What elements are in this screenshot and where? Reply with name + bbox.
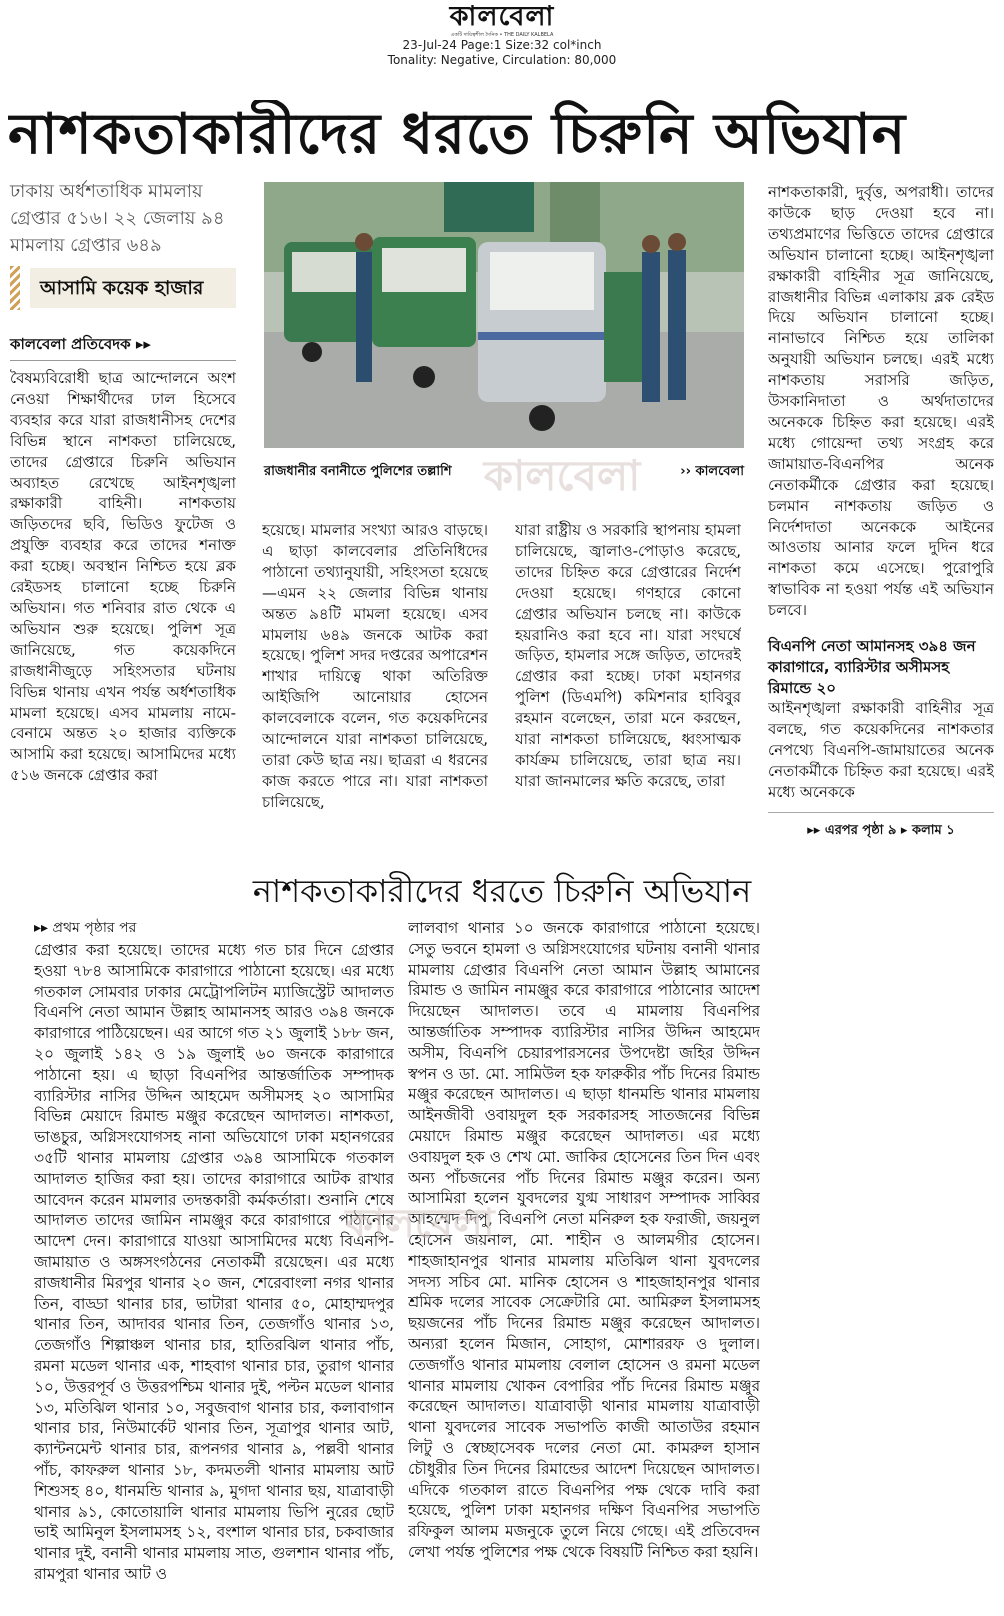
reporter-byline: কালবেলা প্রতিবেদক ▸▸ [10, 335, 151, 353]
newspaper-logo: কালবেলা [449, 1, 555, 32]
continued-kicker: ▸▸ প্রথম পৃষ্ঠার পর [34, 920, 137, 936]
photo-caption: রাজধানীর বনানীতে পুলিশের তল্লাশি [264, 464, 452, 479]
kicker-text: আসামি কয়েক হাজার [30, 268, 236, 308]
kicker-block [10, 266, 236, 310]
article-column-4: নাশকতাকারী, দুর্বৃত্ত, অপরাধী। তাদের কাউকে ছাড় দেওয়া হবে না। তথ্যপ্রমাণের ভিত্তিতে তাদের গ্রেপ্তারে অভিযান চালানো হচ্ছে। আইনশৃঙ্খলা রক্ষাকারী বাহিনীর সূত্র জানিয়েছে, রাজধানীর বিভিন্ন এলাকায় ব্লক রেইড দিয়ে অভিযান চালানো হচ্ছে। নানাভাবে নিশ্চিত হয়ে তালিকা অনুযায়ী অভিযান চলছে। এরই মধ্যে নাশকতায় সরাসরি জড়িত, উসকানিদাতা ও অর্থদাতাদের অনেককে চিহ্নিত করা হয়েছে। এরই মধ্যে গোয়েন্দা তথ্য সংগ্রহ করে জামায়াত-বিএনপির অনেক নেতাকর্মীকে গ্রেপ্তার করা হয়েছে। চলমান নাশকতায় জড়িত ও নির্দেশদাতা অনেককে আইনের আওতায় আনার ফলে দুদিন ধরে নাশকতা কমে এসেছে। পুরোপুরি স্বাভাবিক না হওয়া পর্যন্ত এই অভিযান চলবে। [768, 183, 994, 620]
continued-headline: নাশকতাকারীদের ধরতে চিরুনি অভিযান [252, 872, 752, 910]
watermark-logo: কালবেলা [483, 451, 641, 500]
article-deck: ঢাকায় অর্ধশতাধিক মামলায় গ্রেপ্তার ৫১৬। ২২ জেলায় ৯৪ মামলায় গ্রেপ্তার ৬৪৯ [10, 181, 225, 256]
article-column-4-continued: আইনশৃঙ্খলা রক্ষাকারী বাহিনীর সূত্র বলছে, গত কয়েকদিনের নাশকতার নেপথ্যে বিএনপি-জামায়াতের অনেক নেতাকর্মীকে চিহ্নিত করা হয়েছে। এরই মধ্যে অনেককে [768, 699, 994, 801]
byline-divider [10, 360, 236, 361]
clipping-meta-line-1: 23-Jul-24 Page:1 Size:32 col*inch [402, 38, 602, 52]
article-column-2: হয়েছে। মামলার সংখ্যা আরও বাড়ছে। এ ছাড়া কালবেলার প্রতিনিধিদের পাঠানো তথ্যানুযায়ী, সহিংসতা হয়েছে—এমন ২২ জেলার বিভিন্ন থানায় অন্তত ৯৪টি মামলা হয়েছে। এসব মামলায় ৬৪৯ জনকে আটক করা হয়েছে। পুলিশ সদর দপ্তরের অপারেশন শাখার দায়িত্বে থাকা অতিরিক্ত আইজিপি আনোয়ার হোসেন কালবেলাকে বলেন, গত কয়েকদিনের আন্দোলনে যারা নাশকতা চালিয়েছে, তারা কেউ ছাত্র নয়। ছাত্ররা এ ধরনের কাজ করতে পারে না। যারা নাশকতা চালিয়েছে, [262, 521, 488, 811]
newspaper-tagline: একটি দায়িত্বশীল দৈনিক • THE DAILY KALBELA [450, 32, 554, 38]
article-column-3: যারা রাষ্ট্রীয় ও সরকারি স্থাপনায় হামলা চালিয়েছে, জ্বালাও-পোড়াও করেছে, তাদের চিহ্নিত করে গ্রেপ্তারের নির্দেশ দেওয়া হয়েছে। গণহারে কোনো গ্রেপ্তার অভিযান চলছে না। কাউকে হয়রানিও করা হবে না। যারা সংঘর্ষে জড়িত, হামলার সঙ্গে জড়িত, তাদেরই গ্রেপ্তার করা হচ্ছে। ঢাকা মহানগর পুলিশ (ডিএমপি) কমিশনার হাবিবুর রহমান বলেছেন, তারা মনে করছেন, যারা নাশকতা চালিয়েছে, ধ্বংসাত্মক কার্যক্রম চালিয়েছে, তারা ছাত্র নয়। যারা জানমালের ক্ষতি করেছে, তারা [515, 521, 741, 790]
article-headline: নাশকতাকারীদের ধরতে চিরুনি অভিযান [8, 102, 907, 167]
watermark-logo-2: কালবেলা [345, 1201, 495, 1247]
photo-credit: ›› কালবেলা [680, 464, 744, 479]
kicker-decoration [10, 266, 20, 310]
article-subheading: বিএনপি নেতা আমানসহ ৩৯৪ জন কারাগারে, ব্যারিস্টার অসীমসহ রিমান্ডে ২০ [768, 637, 976, 697]
continued-column-1: গ্রেপ্তার করা হয়েছে। তাদের মধ্যে গত চার দিনে গ্রেপ্তার হওয়া ৭৮৪ আসামিকে কারাগারে পাঠানো হয়েছে। এর মধ্যে গতকাল সোমবার ঢাকার মেট্রোপলিটন ম্যাজিস্ট্রেট আদালত বিএনপি নেতা আমান উল্লাহ আমানসহ আরও ৩৯৪ জনকে কারাগারে পাঠিয়েছেন। এর আগে গত ২১ জুলাই ১৮৮ জন, ২০ জুলাই ১৪২ ও ১৯ জুলাই ৬০ জনকে কারাগারে পাঠানো হয়। এ ছাড়া বিএনপির আন্তর্জাতিক সম্পাদক ব্যারিস্টার নাসির উদ্দিন আহমেদ অসীমসহ ২০ আসামির বিভিন্ন মেয়াদে রিমান্ড মঞ্জুর করেছেন আদালত। নাশকতা, ভাঙচুর, অগ্নিসংযোগসহ নানা অভিযোগে ঢাকা মহানগরের ৩৫টি থানার মামলায় গ্রেপ্তার ৩৯৪ আসামিকে গতকাল আদালত হাজির করা হয়। তাদের কারাগারে আটক রাখার আবেদন করেন মামলার তদন্তকারী কর্মকর্তারা। শুনানি শেষে আদালত তাদের জামিন নামঞ্জুর করে কারাগারে পাঠানোর আদেশ দেন। কারাগারে যাওয়া আসামিদের মধ্যে বিএনপি-জামায়াত ও অঙ্গসংগঠনের নেতাকর্মী রয়েছেন। এর মধ্যে রাজধানীর মিরপুর থানার ২০ জন, শেরেবাংলা নগর থানার তিন, বাড্ডা থানার চার, ভাটারা থানার ৫০, মোহাম্মদপুর থানার তিন, আদাবর থানার তিন, তেজগাঁও থানার ১৩, তেজগাঁও শিল্পাঞ্চল থানার চার, হাতিরঝিল থানার পাঁচ, রমনা মডেল থানার এক, শাহবাগ থানার চার, তুরাগ থানার ১০, উত্তরপূর্ব ও উত্তরপশ্চিম থানার দুই, পল্টন মডেল থানার ১৩, মতিঝিল থানার ১০, সবুজবাগ থানার চার, কলাবাগান থানার চার, নিউমার্কেট থানার তিন, সূত্রাপুর থানার আট, ক্যান্টনমেন্ট থানার চার, রূপনগর থানার ৯, পল্লবী থানার পাঁচ, কাফরুল থানার ১৮, কদমতলী থানার মামলায় আট শিশুসহ ৪০, ধানমন্ডি থানার ৯, মুগদা থানার ছয়, যাত্রাবাড়ী থানার ৯১, কোতোয়ালি থানার মামলায় ভিপি নুরের ছোট ভাই আমিনুল ইসলামসহ ১২, বংশাল থানার চার, চকবাজার থানার দুই, বনানী থানার মামলায় সাত, গুলশান থানার পাঁচ, রামপুরা থানার আট ও [34, 941, 394, 1583]
police-checkpoint-photo [264, 182, 744, 448]
continuation-note: ▸▸ এরপর পৃষ্ঠা ৯ ▸ কলাম ১ [807, 823, 955, 838]
continued-column-2: লালবাগ থানার ১০ জনকে কারাগারে পাঠানো হয়েছে। সেতু ভবনে হামলা ও অগ্নিসংযোগের ঘটনায় বনানী থানার মামলায় গ্রেপ্তার বিএনপি নেতা আমান উল্লাহ আমানের রিমান্ড ও জামিন নামঞ্জুর করে কারাগারে পাঠানোর আদেশ দিয়েছেন আদালত। তবে এ মামলায় বিএনপির আন্তর্জাতিক সম্পাদক ব্যারিস্টার নাসির উদ্দিন আহমেদ অসীম, বিএনপি চেয়ারপারসনের উপদেষ্টা জহির উদ্দিন স্বপন ও ডা. মো. সামিউল হক ফারুকীর পাঁচ দিনের রিমান্ড মঞ্জুর করেছেন আদালত। এ ছাড়া ধানমন্ডি থানার মামলায় আইনজীবী ওবায়দুল হক সরকারসহ সাতজনের বিভিন্ন মেয়াদে রিমান্ড মঞ্জুর করেছেন আদালত। এর মধ্যে ওবায়দুল হক ও শেখ মো. জাকির হোসেনের তিন দিন এবং অন্য পাঁচজনের পাঁচ দিনের রিমান্ড মঞ্জুর করেন। অন্য আসামিরা হলেন যুবদলের যুগ্ম সাধারণ সম্পাদক সাব্বির আহম্মেদ দিপু, বিএনপি নেতা মনিরুল হক ফরাজী, জয়নুল হোসেন জয়নাল, মো. শাহীন ও আলমগীর হোসেন। শাহজাহানপুর থানার মামলায় মতিঝিল থানা যুবদলের সদস্য সচিব মো. মানিক হোসেন ও শাহজাহানপুর থানার শ্রমিক দলের সাবেক সেক্রেটারি মো. আমিরুল ইসলামসহ ছয়জনের পাঁচ দিনের রিমান্ড মঞ্জুর করেছেন আদালত। অন্যরা হলেন মিজান, সোহাগ, মোশাররফ ও দুলাল। তেজগাঁও থানার মামলায় বেলাল হোসেন ও রমনা মডেল থানার মামলায় খোকন বেপারির পাঁচ দিনের রিমান্ড মঞ্জুর করেছেন আদালত। যাত্রাবাড়ী থানার মামলায় যাত্রাবাড়ী থানা যুবদলের সাবেক সভাপতি কাজী আতাউর রহমান লিটু ও স্বেচ্ছাসেবক দলের নেতা মো. কামরুল হাসান চৌধুরীর তিন দিনের রিমান্ডের আদেশ দিয়েছেন আদালত। এদিকে গতকাল রাতে বিএনপির পক্ষ থেকে দাবি করা হয়েছে, পুলিশ ঢাকা মহানগর দক্ষিণ বিএনপির সভাপতি রফিকুল আলম মজনুকে তুলে নিয়ে গেছে। এই প্রতিবেদন লেখা পর্যন্ত পুলিশের পক্ষ থেকে বিষয়টি নিশ্চিত করা হয়নি। [408, 919, 760, 1561]
article-column-1: বৈষম্যবিরোধী ছাত্র আন্দোলনে অংশ নেওয়া শিক্ষার্থীদের ঢাল হিসেবে ব্যবহার করে যারা রাজধানীসহ দেশের বিভিন্ন স্থানে নাশকতা চালিয়েছে, তাদের গ্রেপ্তারে চিরুনি অভিযান অব্যাহত রেখেছে আইনশৃঙ্খলা রক্ষাকারী বাহিনী। নাশকতায় জড়িতদের ছবি, ভিডিও ফুটেজ ও প্রযুক্তি ব্যবহার করে তাদের শনাক্ত করা হচ্ছে। অবস্থান নিশ্চিত হয়ে ব্লক রেইডসহ চালানো হচ্ছে চিরুনি অভিযান। গত শনিবার রাত থেকে এ অভিযান শুরু হয়েছে। পুলিশ সূত্র জানিয়েছে, গত কয়েকদিনে রাজধানীজুড়ে সহিংসতার ঘটনায় বিভিন্ন থানায় এখন পর্যন্ত অর্ধশতাধিক মামলা হয়েছে। এসব মামলায় নামে-বেনামে অন্তত ২০ হাজার ব্যক্তিকে আসামি করা হয়েছে। আসামিদের মধ্যে ৫১৬ জনকে গ্রেপ্তার করা [10, 369, 236, 785]
continuation-divider [768, 812, 994, 813]
masthead [0, 2, 1004, 68]
clipping-meta-line-2: Tonality: Negative, Circulation: 80,000 [387, 53, 617, 67]
news-photo [264, 182, 744, 448]
